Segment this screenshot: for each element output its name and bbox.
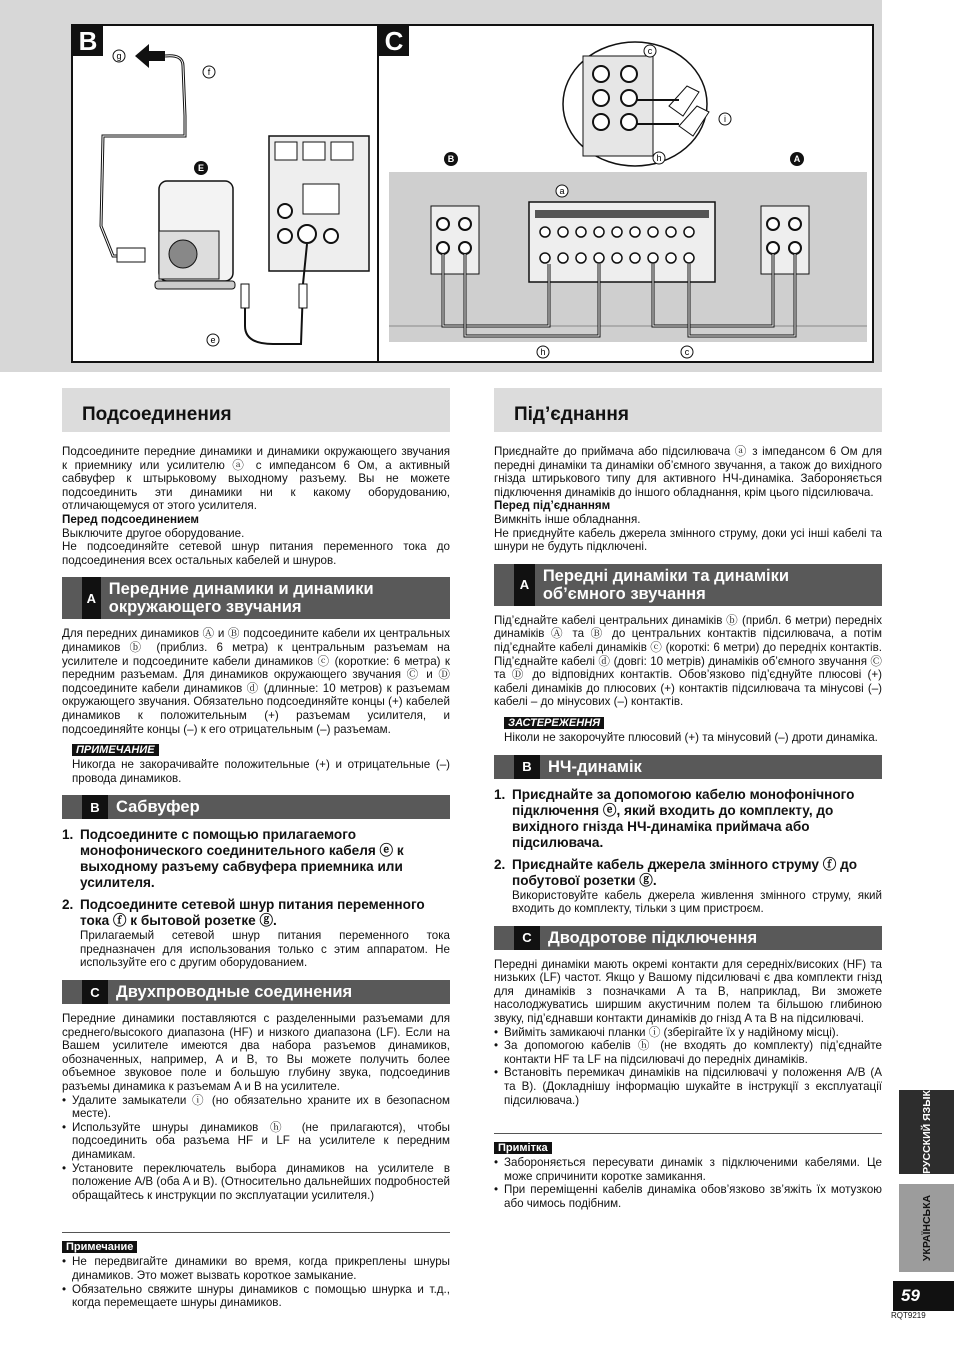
ua-section-c-text: Передні динаміки мають окремі контакти для середніх/високих (HF) та низьких (LF) частот. Якщо у Вашому підсилювачі є два комплекти гнізд для динаміків з позначками A та B, наприклад, Ви зможете насолоджуватись ширшим акустичним полем та більшою глибиною звуку, під’єднавши контакти динаміків до гнізд A та B на підсилювачі. [494, 957, 882, 1026]
list-item: • Установите переключатель выбора динамиков на усилителе в положение A/B (оба A и B). (Относительно дальнейших подробностей обращайтесь к инструкции по эксплуатации усилителя.) [62, 1162, 450, 1203]
ru-section-c-header [62, 980, 450, 1004]
callout-f: f [207, 67, 211, 77]
ru-section-b-badge: B [82, 795, 108, 819]
ru-title-bar [62, 388, 450, 432]
ru-step-1-number: 1. [62, 827, 74, 843]
callout-i: i [724, 114, 726, 124]
ru-section-b-title: Сабвуфер [116, 798, 200, 817]
ua-step-2-number: 2. [494, 856, 506, 872]
figure-b-subwoofer-connection [71, 24, 379, 363]
ru-step-1-text: Подсоедините с помощью прилагаемого монофонического соединительного кабеля ⓔ к выходному разъему сабвуфера приемника или усилителя. [80, 827, 404, 891]
figure-c-biwire-connection [377, 24, 874, 363]
callout-speaker-e: E [197, 163, 205, 173]
page-number: 59 [893, 1281, 954, 1311]
list-item: • При переміщенні кабелів динаміка обов’язково зв’яжіть їх мотузкою або чимось подібним. [494, 1183, 882, 1210]
ua-step-2-note: Використовуйте кабель джерела живлення змінного струму, який входить до комплекту, тільки з цим пристроєм. [512, 888, 882, 916]
ua-section-a-title: Передні динаміки та динаміки об’ємного звучання [542, 566, 790, 603]
ua-section-c-list [494, 1026, 882, 1108]
ua-before-title: Перед під’єднанням [494, 499, 611, 513]
ua-section-c-badge: C [514, 926, 540, 950]
figure-c-letter: C [379, 26, 409, 56]
list-item: • Не передвигайте динамики во время, когда прикреплены шнуры динамиков. Это может вызвать короткое замыкание. [62, 1255, 450, 1282]
list-item: • За допомогою кабелів ⓗ (не входять до комплекту) під’єднайте контакти HF та LF на підсилювачі до передніх динаміків. [494, 1039, 882, 1066]
list-item: • Удалите замыкатели ⓘ (но обязательно храните их в безопасном месте). [62, 1094, 450, 1121]
ua-step-1-text: Приєднайте за допомогою кабелю монофонічного підключення ⓔ, який входить до комплекту, до вихідного гнізда НЧ-динаміка приймача або підсилювача. [512, 786, 855, 850]
ua-section-a-note: Ніколи не закорочуйте плюсовий (+) та мінусовий (–) дроти динаміка. [504, 730, 878, 744]
ru-section-b-header [62, 795, 450, 819]
ru-section-a-note-label: ПРИМЕЧАНИЕ [72, 744, 159, 756]
ru-section-a-badge: A [82, 577, 101, 619]
ru-section-a-note: Никогда не закорачивайте положительные (+) и отрицательные (–) провода динамиков. [72, 758, 450, 785]
callout-h-top: h [656, 153, 662, 163]
callout-e: e [210, 335, 216, 345]
ru-section-a-title: Передние динамики и динамики окружающего звучания [108, 580, 374, 617]
ua-section-a-badge: A [514, 564, 535, 606]
list-item: • Забороняється пересувати динамік з підключеними кабелями. Це може спричинити коротке замикання. [494, 1156, 882, 1183]
ua-intro: Приєднайте до приймача або підсилювача ⓐ з імпедансом 6 Ом для передні динаміки та динаміки об’ємного звучання, а також до вихідного гнізда штирькового типу для активного НЧ-динаміка. Забороняється підключення динаміків до іншого обладнання, крім цього підсилювача. [494, 445, 882, 499]
ua-section-c-title: Дводротове підключення [548, 928, 758, 947]
document-code: RQT9219 [891, 1311, 926, 1320]
callout-c-top: c [647, 46, 653, 56]
figure-band [0, 0, 882, 372]
ua-page-title: Під’єднання [514, 404, 629, 425]
ua-step-2 [494, 857, 882, 889]
ru-before-title: Перед подсоединением [62, 512, 199, 526]
callout-a-amp: a [559, 186, 565, 196]
ua-step-1 [494, 787, 882, 851]
ua-note-label: Примітка [494, 1142, 552, 1154]
ru-section-c-text: Передние динамики поставляются с разделенными разъемами для среднего/высокого диапазона (HF) и низкого диапазона (LF). Если на Вашем усилителе имеются два набора разъемов динамиков, обозначенных, например, A и B, то Вы можете получить более объемное звуковое поле и большую глубину звука, подсоединив разъемы динамика к разъемам A и B на усилителе. [62, 1012, 450, 1094]
ua-section-a-header [494, 564, 882, 606]
list-item: • Встановіть перемикач динаміків на підсилювачі у положення A/B (A та B). (Докладнішу інформацію шукайте в інструкції з експлуатації підсилювача.) [494, 1066, 882, 1107]
callout-g: g [116, 51, 122, 61]
list-item: • Обязательно свяжите шнуры динамиков с помощью шнурка и т.д., когда перемещаете шнуры динамиков. [62, 1283, 450, 1310]
callout-h-bottom: h [540, 347, 546, 357]
ru-before-1: Выключите другое оборудование. [62, 526, 245, 540]
ru-section-c-list [62, 1094, 450, 1203]
ru-intro: Подсоедините передние динамики и динамики окружающего звучания к приемнику или усилителю ⓐ с импедансом 6 Ом, а активный сабвуфер к штырьковому выходному разъему. Вы не можете подсоединить эти динамики ни к какому оборудованию, отличающемуся от этого усилителя. [62, 445, 450, 513]
ua-section-c-header [494, 926, 882, 950]
side-tab-ukrainian-label: УКРАЇНСЬКА [920, 1194, 933, 1262]
figure-b-letter: B [73, 26, 103, 56]
ru-step-1 [62, 827, 450, 891]
ru-step-2-number: 2. [62, 897, 74, 913]
ru-before-2: Не подсоединяйте сетевой шнур питания переменного тока до подсоединения всех остальных кабелей и шнуров. [62, 540, 450, 567]
ru-step-2-text: Подсоедините сетевой шнур питания переменного тока ⓕ к бытовой розетке ⓖ. [80, 897, 425, 929]
russian-column [62, 388, 450, 1310]
side-tab-russian-label: РУССКИЙ ЯЗЫК [920, 1090, 933, 1174]
ua-note-divider [494, 1133, 882, 1134]
ru-section-c-badge: C [82, 980, 108, 1004]
ru-section-c-title: Двухпроводные соединения [116, 983, 353, 1002]
callout-speaker-a: A [793, 154, 801, 164]
ukrainian-column [494, 388, 882, 1211]
ru-note-label: Примечание [62, 1241, 137, 1253]
side-tab-russian [899, 1090, 954, 1174]
ua-step-2-text: Приєднайте кабель джерела змінного струму ⓕ до побутової розетки ⓖ. [512, 856, 858, 888]
ua-section-b-badge: B [514, 755, 540, 779]
ru-section-a-text: Для передних динамиков Ⓐ и Ⓑ подсоедините кабели их центральных динамиков ⓑ (приблиз. 6 метра) к центральным разъемам на усилителе и подсоедините кабели динамиков ⓒ (короткие: 6 метра) к передним разъемам. Для динамиков окружающего звучания Ⓒ и Ⓓ подсоедините кабели динамиков ⓓ (длинные: 10 метров) к разъемам окружающего звучания. Обязательно подсоединяйте концы (+) кабелей динамиков к положительным (+) разъемам усилителя, и подсоединяйте концы (–) к его отрицательным (–) разъемам. [62, 627, 450, 736]
callout-speaker-b: B [447, 154, 455, 164]
ua-note-list [494, 1156, 882, 1210]
ua-section-a-text: Під’єднайте кабелі центральних динаміків ⓑ (прибл. 6 метри) передніх динаміків Ⓐ та Ⓑ до центральних контактів підсилювача, а потім під’єднайте кабелі динаміків ⓒ (короткі: 6 метри) до передніх контактів. Під’єднайте кабелі ⓓ (довгі: 10 метрів) динаміків об’ємного звучання Ⓒ та Ⓓ до відповідних контактів. Обов’язково під’єднуйте плюсові (+) кабелі динаміків до плюсових (+) контактів підсилювача та мінусові (–) кабелі – до мінусових (–) контактів. [494, 613, 882, 709]
subwoofer-diagram [73, 26, 379, 363]
list-item: • Используйте шнуры динамиков ⓗ (не прилагаются), чтобы подсоединить оба разъема HF и LF на усилителе к передним динамикам. [62, 1121, 450, 1162]
list-item: • Вийміть замикаючі планки ⓘ (зберігайте їх у надійному місці). [494, 1026, 882, 1040]
ua-section-b-title: НЧ-динамік [548, 757, 642, 776]
ua-title-bar [494, 388, 882, 432]
biwire-diagram [379, 26, 874, 363]
ru-note-divider [62, 1232, 450, 1233]
ua-before-2: Не приєднуйте кабель джерела змінного струму, доки усі інші кабелі та шнури не будуть підключені. [494, 526, 882, 554]
ru-section-a-header [62, 577, 450, 619]
ua-step-1-number: 1. [494, 786, 506, 802]
ua-section-b-header [494, 755, 882, 779]
ua-before-1: Вимкніть інше обладнання. [494, 512, 641, 526]
ru-note-list [62, 1255, 450, 1309]
ru-page-title: Подсоединения [82, 404, 232, 425]
ru-step-2-note: Прилагаемый сетевой шнур питания переменного тока предназначен для использования только с этим аппаратом. Не используйте его с другим оборудованием. [80, 929, 450, 970]
side-tab-ukrainian [899, 1184, 954, 1272]
ua-section-a-note-label: ЗАСТЕРЕЖЕННЯ [504, 717, 604, 729]
callout-c-bottom: c [684, 347, 690, 357]
ru-step-2 [62, 897, 450, 929]
